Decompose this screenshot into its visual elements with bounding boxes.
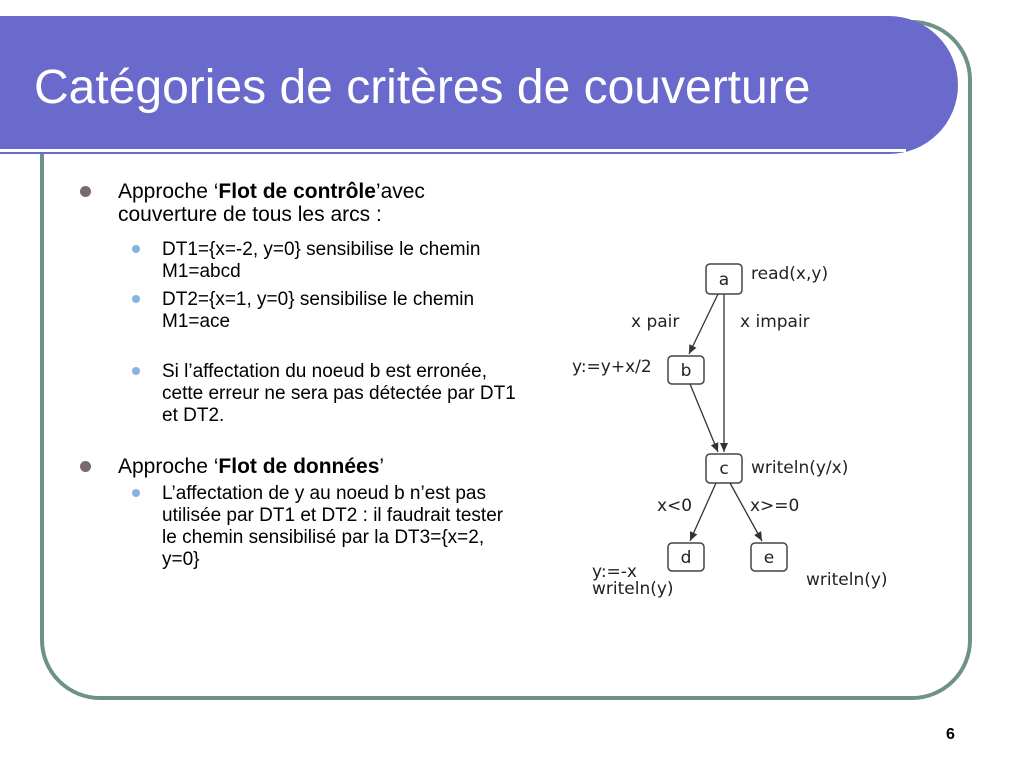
node-d <box>668 543 704 571</box>
node-a <box>706 264 742 294</box>
annotation-writeln-d: writeln(y) <box>592 579 674 599</box>
edge-label-x-pair: x pair <box>631 312 680 332</box>
bullet-suffix: ’avec couverture de tous les arcs : <box>118 180 425 226</box>
sub-bullet-text: Si l’affectation du noeud b est erronée, cette erreur ne sera pas détectée par DT1 et DT2. <box>162 361 516 426</box>
node-e-label: e <box>763 548 775 568</box>
annotation-writeln-e: writeln(y) <box>806 570 888 590</box>
bullet-bold-term: Flot de contrôle <box>218 180 376 203</box>
bullet-prefix: Approche ‘ <box>118 455 219 478</box>
sub-bullet-text: DT1={x=-2, y=0} sensibilise le chemin M1=abcd <box>162 239 481 282</box>
edge-a-b <box>689 294 718 354</box>
node-e <box>751 543 787 571</box>
annotation-assign-d: y:=-x <box>592 562 637 582</box>
node-b-label: b <box>680 361 692 381</box>
bullet-bold-term: Flot de données <box>218 455 380 478</box>
bullet-suffix: ’ <box>379 455 385 478</box>
node-c <box>706 454 742 483</box>
annotation-read: read(x,y) <box>751 264 829 284</box>
bullet-prefix: Approche ‘ <box>118 180 219 203</box>
annotation-writeln-c: writeln(y/x) <box>751 458 849 478</box>
node-b <box>668 356 704 384</box>
edge-label-x-negative: x<0 <box>657 496 693 516</box>
edge-label-x-impair: x impair <box>740 312 810 332</box>
sub-bullet-text: DT2={x=1, y=0} sensibilise le chemin M1=ace <box>162 289 475 332</box>
node-c-label: c <box>719 459 729 479</box>
edge-b-c <box>690 384 718 452</box>
page-number: 6 <box>946 726 955 743</box>
node-d-label: d <box>680 548 692 568</box>
edge-c-d <box>690 483 716 541</box>
slide-title: Catégories de critères de couverture <box>34 61 811 114</box>
annotation-assign-b: y:=y+x/2 <box>572 357 652 377</box>
sub-bullet-text: L’affectation de y au noeud b n’est pas utilisée par DT1 et DT2 : il faudrait tester le chemin sensibilisé par la DT3={x=2, y=0} <box>162 483 504 570</box>
node-a-label: a <box>718 270 730 290</box>
edge-label-x-nonnegative: x>=0 <box>750 496 800 516</box>
